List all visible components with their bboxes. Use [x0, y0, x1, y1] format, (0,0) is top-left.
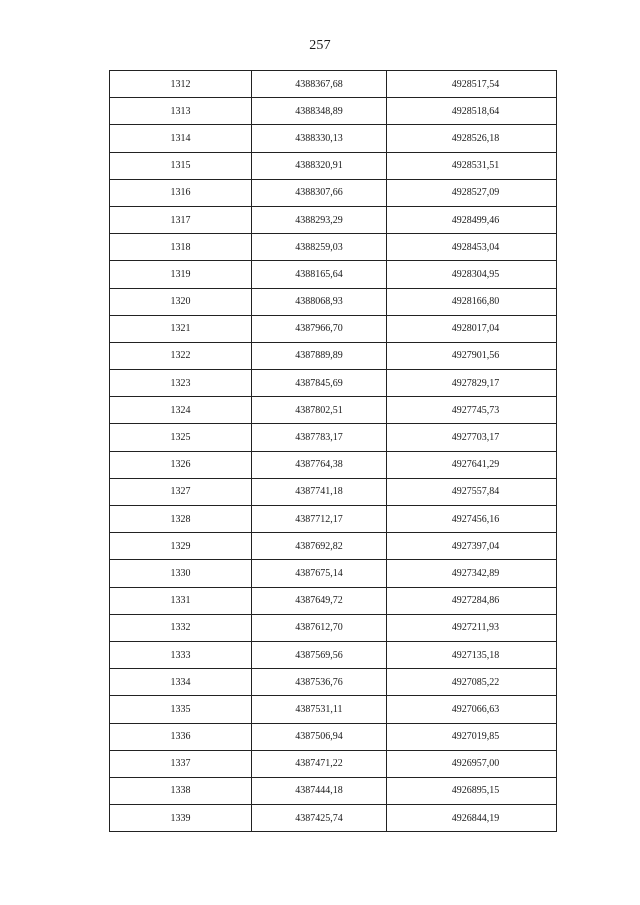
- point-number-cell-text: 1320: [170, 296, 191, 308]
- point-number-cell: [110, 506, 252, 533]
- y-coordinate-cell: [387, 342, 557, 369]
- y-coordinate-cell-text: 4927829,17: [451, 377, 500, 389]
- x-coordinate-cell-text: 4387712,17: [295, 513, 343, 525]
- coordinates-table-body: [110, 71, 557, 832]
- coordinates-table: [109, 70, 557, 832]
- table-row: [110, 696, 557, 723]
- y-coordinate-cell: [387, 669, 557, 696]
- x-coordinate-cell: [252, 71, 387, 98]
- y-coordinate-cell: [387, 179, 557, 206]
- x-coordinate-cell-text: 4387692,82: [295, 540, 343, 552]
- x-coordinate-cell-text: 4387531,11: [295, 703, 343, 715]
- point-number-cell-text: 1326: [170, 459, 191, 471]
- table-row: [110, 750, 557, 777]
- point-number-cell: [110, 614, 252, 641]
- y-coordinate-cell-text: 4927557,84: [451, 486, 500, 498]
- x-coordinate-cell-text: 4387536,76: [295, 676, 343, 688]
- x-coordinate-cell-text: 4387569,56: [295, 649, 343, 661]
- point-number-cell: [110, 777, 252, 804]
- point-number-cell: [110, 234, 252, 261]
- point-number-cell-text: 1324: [170, 404, 191, 416]
- table-row: [110, 71, 557, 98]
- y-coordinate-cell: [387, 506, 557, 533]
- point-number-cell-text: 1330: [170, 567, 191, 579]
- x-coordinate-cell: [252, 669, 387, 696]
- y-coordinate-cell: [387, 206, 557, 233]
- point-number-cell-text: 1316: [170, 187, 191, 199]
- y-coordinate-cell: [387, 261, 557, 288]
- x-coordinate-cell: [252, 370, 387, 397]
- point-number-cell-text: 1318: [170, 241, 191, 253]
- y-coordinate-cell: [387, 560, 557, 587]
- x-coordinate-cell: [252, 805, 387, 832]
- y-coordinate-cell-text: 4928304,95: [451, 268, 500, 280]
- x-coordinate-cell-text: 4388165,64: [295, 268, 343, 280]
- y-coordinate-cell-text: 4928517,54: [451, 78, 500, 90]
- x-coordinate-cell: [252, 152, 387, 179]
- x-coordinate-cell: [252, 342, 387, 369]
- x-coordinate-cell-text: 4388330,13: [295, 132, 343, 144]
- x-coordinate-cell: [252, 750, 387, 777]
- y-coordinate-cell-text: 4926895,15: [451, 785, 500, 797]
- point-number-cell: [110, 206, 252, 233]
- x-coordinate-cell-text: 4387506,94: [295, 731, 343, 743]
- y-coordinate-cell: [387, 777, 557, 804]
- y-coordinate-cell-text: 4927641,29: [451, 459, 500, 471]
- x-coordinate-cell: [252, 506, 387, 533]
- y-coordinate-cell: [387, 614, 557, 641]
- table-row: [110, 288, 557, 315]
- table-row: [110, 397, 557, 424]
- table-row: [110, 669, 557, 696]
- point-number-cell-text: 1336: [170, 731, 191, 743]
- table-row: [110, 641, 557, 668]
- y-coordinate-cell: [387, 587, 557, 614]
- point-number-cell: [110, 451, 252, 478]
- y-coordinate-cell: [387, 533, 557, 560]
- x-coordinate-cell-text: 4388307,66: [295, 187, 343, 199]
- point-number-cell-text: 1339: [170, 812, 191, 824]
- y-coordinate-cell-text: 4927019,85: [451, 731, 500, 743]
- y-coordinate-cell-text: 4928453,04: [451, 241, 500, 253]
- x-coordinate-cell-text: 4387783,17: [295, 432, 343, 444]
- y-coordinate-cell: [387, 424, 557, 451]
- table-row: [110, 506, 557, 533]
- y-coordinate-cell: [387, 397, 557, 424]
- y-coordinate-cell-text: 4928527,09: [451, 187, 500, 199]
- y-coordinate-cell-text: 4927085,22: [451, 676, 500, 688]
- point-number-cell: [110, 750, 252, 777]
- table-row: [110, 560, 557, 587]
- x-coordinate-cell-text: 4388320,91: [295, 160, 343, 172]
- point-number-cell: [110, 696, 252, 723]
- point-number-cell: [110, 805, 252, 832]
- table-row: [110, 234, 557, 261]
- x-coordinate-cell: [252, 777, 387, 804]
- y-coordinate-cell-text: 4927397,04: [451, 540, 500, 552]
- table-row: [110, 478, 557, 505]
- point-number-cell: [110, 288, 252, 315]
- point-number-cell-text: 1332: [170, 622, 191, 634]
- point-number-cell: [110, 478, 252, 505]
- table-row: [110, 533, 557, 560]
- point-number-cell-text: 1319: [170, 268, 191, 280]
- table-row: [110, 342, 557, 369]
- x-coordinate-cell: [252, 315, 387, 342]
- point-number-cell: [110, 723, 252, 750]
- x-coordinate-cell: [252, 98, 387, 125]
- point-number-cell: [110, 125, 252, 152]
- x-coordinate-cell: [252, 451, 387, 478]
- table-row: [110, 805, 557, 832]
- x-coordinate-cell: [252, 261, 387, 288]
- y-coordinate-cell: [387, 451, 557, 478]
- point-number-cell: [110, 669, 252, 696]
- x-coordinate-cell-text: 4387966,70: [295, 323, 343, 335]
- y-coordinate-cell-text: 4926844,19: [451, 812, 500, 824]
- point-number-cell-text: 1329: [170, 540, 191, 552]
- y-coordinate-cell: [387, 478, 557, 505]
- x-coordinate-cell: [252, 424, 387, 451]
- x-coordinate-cell-text: 4387649,72: [295, 595, 343, 607]
- y-coordinate-cell-text: 4927342,89: [451, 567, 500, 579]
- y-coordinate-cell: [387, 98, 557, 125]
- y-coordinate-cell: [387, 125, 557, 152]
- point-number-cell-text: 1327: [170, 486, 191, 498]
- point-number-cell: [110, 641, 252, 668]
- y-coordinate-cell-text: 4928499,46: [451, 214, 500, 226]
- x-coordinate-cell-text: 4387612,70: [295, 622, 343, 634]
- x-coordinate-cell: [252, 288, 387, 315]
- point-number-cell-text: 1315: [170, 160, 191, 172]
- y-coordinate-cell-text: 4928518,64: [451, 105, 500, 117]
- point-number-cell: [110, 533, 252, 560]
- point-number-cell: [110, 315, 252, 342]
- point-number-cell-text: 1338: [170, 785, 191, 797]
- point-number-cell: [110, 370, 252, 397]
- table-row: [110, 206, 557, 233]
- table-row: [110, 424, 557, 451]
- x-coordinate-cell: [252, 723, 387, 750]
- y-coordinate-cell: [387, 750, 557, 777]
- point-number-cell-text: 1317: [170, 214, 191, 226]
- point-number-cell: [110, 152, 252, 179]
- point-number-cell-text: 1333: [170, 649, 191, 661]
- point-number-cell-text: 1334: [170, 676, 191, 688]
- y-coordinate-cell: [387, 315, 557, 342]
- x-coordinate-cell: [252, 179, 387, 206]
- x-coordinate-cell: [252, 206, 387, 233]
- point-number-cell-text: 1337: [170, 758, 191, 770]
- point-number-cell-text: 1328: [170, 513, 191, 525]
- x-coordinate-cell-text: 4387764,38: [295, 459, 343, 471]
- table-row: [110, 315, 557, 342]
- y-coordinate-cell: [387, 641, 557, 668]
- point-number-cell: [110, 98, 252, 125]
- point-number-cell: [110, 587, 252, 614]
- y-coordinate-cell-text: 4927135,18: [451, 649, 500, 661]
- table-row: [110, 614, 557, 641]
- x-coordinate-cell-text: 4387889,89: [295, 350, 343, 362]
- x-coordinate-cell-text: 4387675,14: [295, 567, 343, 579]
- x-coordinate-cell: [252, 614, 387, 641]
- x-coordinate-cell: [252, 533, 387, 560]
- y-coordinate-cell: [387, 723, 557, 750]
- point-number-cell: [110, 397, 252, 424]
- y-coordinate-cell: [387, 696, 557, 723]
- table-row: [110, 98, 557, 125]
- x-coordinate-cell: [252, 234, 387, 261]
- table-row: [110, 370, 557, 397]
- y-coordinate-cell-text: 4927211,93: [451, 622, 500, 634]
- x-coordinate-cell-text: 4387845,69: [295, 377, 343, 389]
- point-number-cell: [110, 342, 252, 369]
- y-coordinate-cell: [387, 805, 557, 832]
- x-coordinate-cell-text: 4388259,03: [295, 241, 343, 253]
- point-number-cell: [110, 261, 252, 288]
- y-coordinate-cell-text: 4928017,04: [451, 323, 500, 335]
- point-number-cell-text: 1321: [170, 323, 191, 335]
- x-coordinate-cell-text: 4387444,18: [295, 785, 343, 797]
- page-number: 257: [309, 38, 331, 53]
- y-coordinate-cell-text: 4927703,17: [451, 432, 500, 444]
- table-row: [110, 587, 557, 614]
- y-coordinate-cell-text: 4927066,63: [451, 703, 500, 715]
- x-coordinate-cell: [252, 397, 387, 424]
- x-coordinate-cell: [252, 587, 387, 614]
- y-coordinate-cell-text: 4928166,80: [451, 296, 500, 308]
- x-coordinate-cell-text: 4388348,89: [295, 105, 343, 117]
- table-row: [110, 152, 557, 179]
- table-row: [110, 179, 557, 206]
- point-number-cell-text: 1335: [170, 703, 191, 715]
- y-coordinate-cell: [387, 234, 557, 261]
- y-coordinate-cell-text: 4927284,86: [451, 595, 500, 607]
- point-number-cell-text: 1325: [170, 432, 191, 444]
- y-coordinate-cell-text: 4926957,00: [451, 758, 500, 770]
- x-coordinate-cell-text: 4387802,51: [295, 404, 343, 416]
- table-row: [110, 777, 557, 804]
- y-coordinate-cell: [387, 71, 557, 98]
- x-coordinate-cell-text: 4388293,29: [295, 214, 343, 226]
- y-coordinate-cell: [387, 152, 557, 179]
- y-coordinate-cell-text: 4927745,73: [451, 404, 500, 416]
- point-number-cell-text: 1314: [170, 132, 191, 144]
- y-coordinate-cell-text: 4927901,56: [451, 350, 500, 362]
- x-coordinate-cell: [252, 125, 387, 152]
- x-coordinate-cell: [252, 478, 387, 505]
- x-coordinate-cell: [252, 560, 387, 587]
- y-coordinate-cell-text: 4927456,16: [451, 513, 500, 525]
- table-row: [110, 125, 557, 152]
- point-number-cell: [110, 560, 252, 587]
- y-coordinate-cell: [387, 370, 557, 397]
- point-number-cell-text: 1322: [170, 350, 191, 362]
- point-number-cell-text: 1312: [170, 78, 191, 90]
- table-row: [110, 723, 557, 750]
- x-coordinate-cell-text: 4387471,22: [295, 758, 343, 770]
- x-coordinate-cell: [252, 641, 387, 668]
- x-coordinate-cell-text: 4388068,93: [295, 296, 343, 308]
- point-number-cell-text: 1313: [170, 105, 191, 117]
- x-coordinate-cell-text: 4388367,68: [295, 78, 343, 90]
- point-number-cell: [110, 71, 252, 98]
- x-coordinate-cell-text: 4387425,74: [295, 812, 343, 824]
- y-coordinate-cell-text: 4928526,18: [451, 132, 500, 144]
- point-number-cell-text: 1323: [170, 377, 191, 389]
- x-coordinate-cell-text: 4387741,18: [295, 486, 343, 498]
- point-number-cell: [110, 424, 252, 451]
- point-number-cell-text: 1331: [170, 595, 191, 607]
- table-row: [110, 261, 557, 288]
- y-coordinate-cell-text: 4928531,51: [451, 160, 500, 172]
- point-number-cell: [110, 179, 252, 206]
- table-row: [110, 451, 557, 478]
- x-coordinate-cell: [252, 696, 387, 723]
- y-coordinate-cell: [387, 288, 557, 315]
